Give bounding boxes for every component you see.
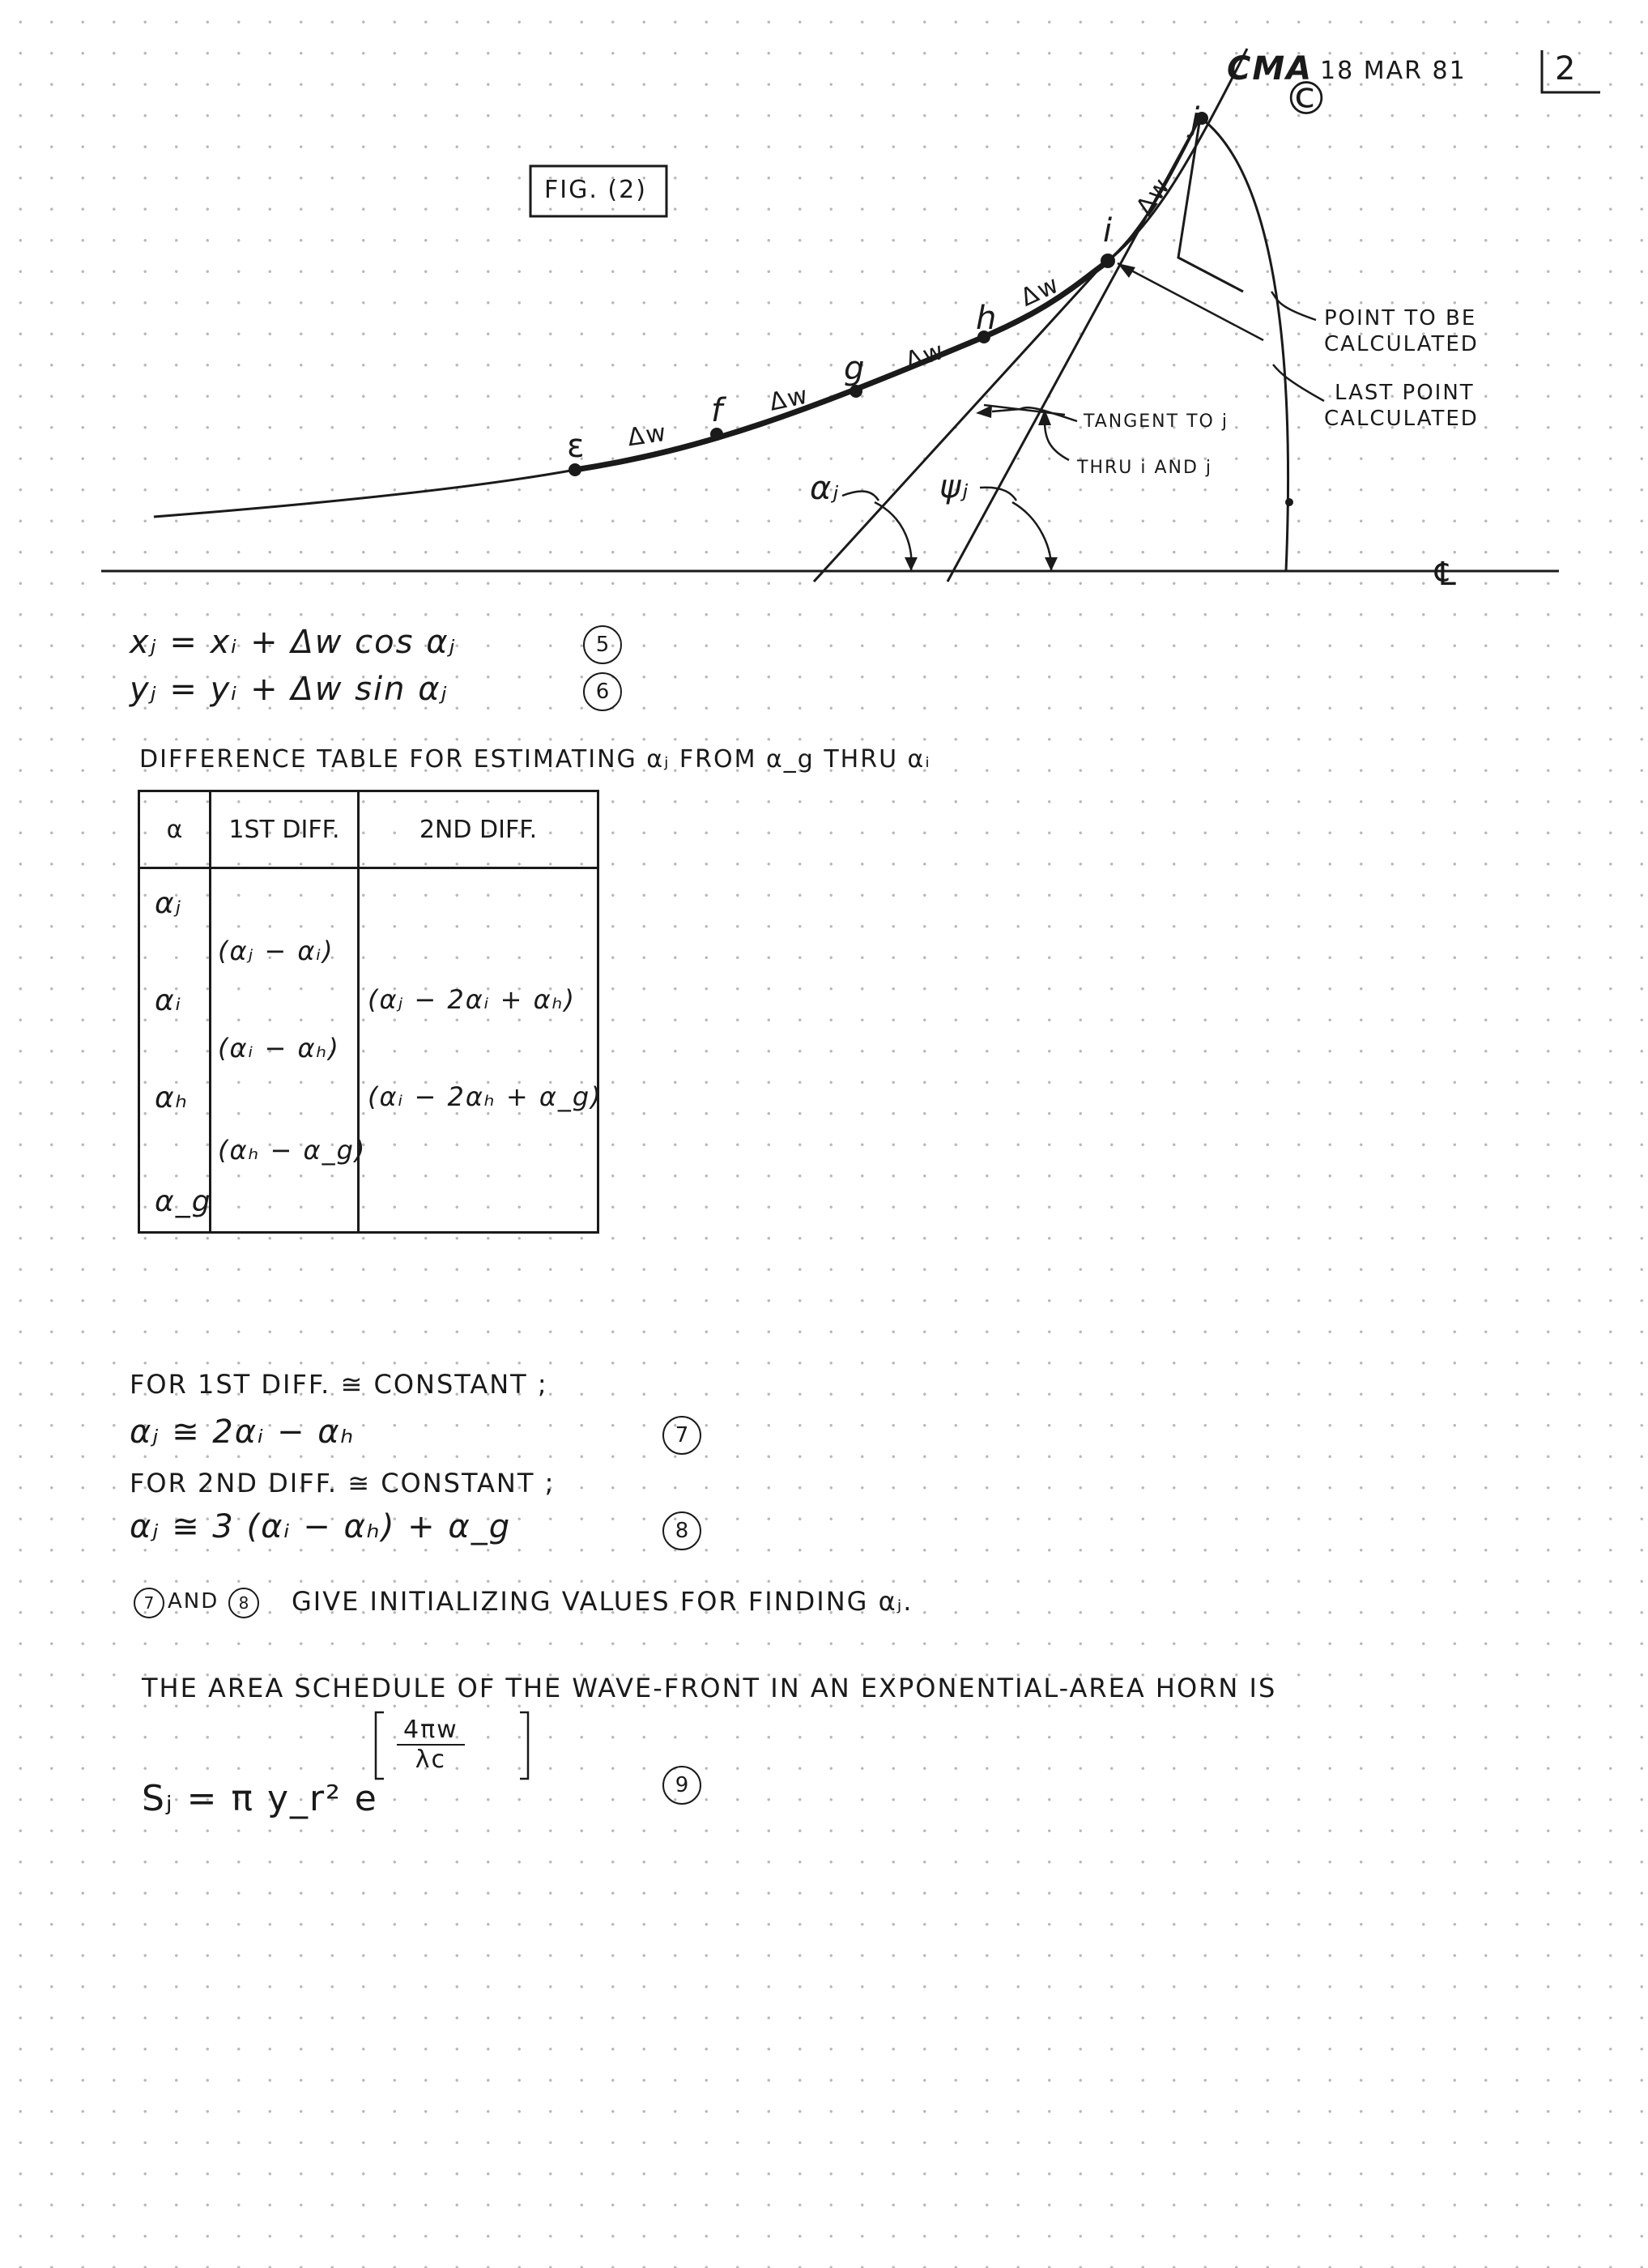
equation-9-number: 9 (662, 1766, 701, 1805)
equation-7-number: 7 (662, 1416, 701, 1455)
note-text: GIVE INITIALIZING VALUES FOR FINDING αⱼ. (292, 1586, 913, 1617)
segment-label-1: Δw (625, 418, 670, 453)
normal-line-alpha (814, 258, 1109, 582)
second-diff-jih: (αⱼ − 2αᵢ + αₕ) (368, 984, 576, 1015)
angle-label-alpha: αⱼ (810, 470, 841, 507)
point-i (1101, 254, 1115, 268)
equation-8-number: 8 (662, 1511, 701, 1550)
wall-curve-upper (1105, 49, 1247, 263)
figure-caption: FIG. (2) (544, 176, 647, 204)
wavefront-arc (1200, 117, 1288, 571)
label-point-epsilon: ε (567, 428, 586, 465)
first-diff-ji: (αⱼ − αᵢ) (218, 936, 334, 966)
estimate-line-4: αⱼ ≅ 3 (αᵢ − αₕ) + α_g (130, 1508, 512, 1545)
second-diff-ihg: (αᵢ − 2αₕ + α_g) (368, 1081, 603, 1112)
difference-table (138, 790, 603, 1234)
area-formula: Sⱼ = π y_r² e (142, 1778, 378, 1819)
alpha-h: αₕ (155, 1081, 189, 1115)
note-number-8: 8 (228, 1588, 259, 1618)
header-first-diff: 1ST DIFF. (211, 791, 359, 868)
equation-6-number: 6 (583, 672, 622, 711)
callout-thru: THRU i AND j (1077, 458, 1213, 478)
second-diff-column (359, 868, 603, 1233)
exponent-numerator: 4πw (397, 1716, 465, 1746)
first-diff-column (211, 868, 367, 1233)
alpha-g: α_g (155, 1185, 212, 1218)
first-diff-hg: (αₕ − α_g) (218, 1135, 367, 1166)
author-initials: CMA (1227, 50, 1314, 87)
header-alpha: α (139, 791, 211, 868)
point-epsilon (568, 463, 581, 476)
label-point-g: g (844, 350, 867, 387)
page-number: 2 (1555, 50, 1578, 87)
date: 18 MAR 81 (1320, 57, 1467, 85)
label-point-j: j (1190, 101, 1202, 139)
point-f (710, 428, 723, 441)
equation-5-number: 5 (583, 625, 622, 664)
alpha-column (139, 868, 211, 1233)
estimate-line-2: αⱼ ≅ 2αᵢ − αₕ (130, 1413, 356, 1451)
alpha-i: αᵢ (155, 984, 183, 1017)
callout-last-point-2: CALCULATED (1324, 407, 1479, 431)
wall-curve-thin (154, 470, 575, 517)
callout-last-point-1: LAST POINT (1335, 381, 1475, 405)
centerline-symbol: ℄ (1435, 556, 1456, 593)
first-diff-ih: (αᵢ − αₕ) (218, 1033, 340, 1064)
estimate-line-1: FOR 1ST DIFF. ≅ CONSTANT ; (130, 1369, 548, 1400)
note-and: AND (168, 1589, 219, 1614)
label-point-f: f (711, 392, 725, 429)
equation-6: yⱼ = yᵢ + Δw sin αⱼ (130, 671, 449, 708)
segment-label-2: Δw (766, 381, 812, 417)
angle-label-psi: ψⱼ (939, 468, 970, 505)
note-number-7: 7 (134, 1588, 164, 1618)
segment-label-5: Δw (1131, 172, 1177, 221)
label-point-i: i (1103, 212, 1114, 249)
callout-point-to-be-calculated-2: CALCULATED (1324, 332, 1479, 356)
label-point-h: h (976, 300, 999, 337)
copyright-symbol: © (1284, 73, 1329, 126)
difference-table-heading: DIFFERENCE TABLE FOR ESTIMATING αⱼ FROM α_g THRU αᵢ (139, 745, 931, 774)
alpha-j: αⱼ (155, 887, 183, 920)
equation-5: xⱼ = xᵢ + Δw cos αⱼ (130, 624, 457, 661)
header-second-diff: 2ND DIFF. (359, 791, 598, 868)
callout-point-to-be-calculated-1: POINT TO BE (1324, 306, 1477, 330)
callout-tangent: TANGENT TO j (1084, 411, 1229, 432)
segment-label-4: Δw (1016, 270, 1065, 313)
exponent-denominator: λc (415, 1746, 446, 1774)
segment-label-3: Δw (901, 336, 949, 376)
area-intro: THE AREA SCHEDULE OF THE WAVE-FRONT IN AN EXPONENTIAL-AREA HORN IS (142, 1673, 1277, 1703)
estimate-line-3: FOR 2ND DIFF. ≅ CONSTANT ; (130, 1468, 556, 1498)
